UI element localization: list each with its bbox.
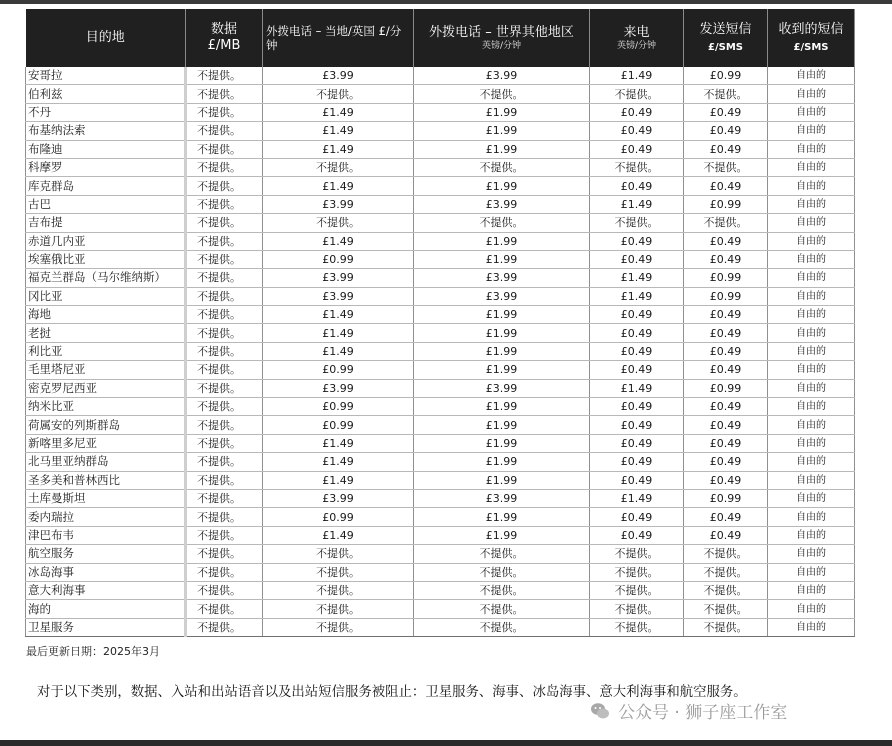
cell-world-call: £1.99 bbox=[414, 122, 590, 140]
cell-sms-in: 自由的 bbox=[768, 508, 855, 526]
cell-sms-in: 自由的 bbox=[768, 581, 855, 599]
wechat-icon bbox=[590, 701, 610, 721]
cell-local-call: £1.49 bbox=[263, 140, 414, 158]
table-row bbox=[26, 545, 855, 563]
table-row bbox=[26, 177, 855, 195]
cell-sms-out: 不提供。 bbox=[684, 545, 768, 563]
cell-data: 不提供。 bbox=[186, 398, 263, 416]
cell-data: 不提供。 bbox=[186, 526, 263, 544]
cell-sms-out: 不提供。 bbox=[684, 618, 768, 636]
cell-sms-out: £0.49 bbox=[684, 416, 768, 434]
cell-local-call: £3.99 bbox=[263, 287, 414, 305]
cell-sms-out: 不提供。 bbox=[684, 158, 768, 176]
cell-data: 不提供。 bbox=[186, 158, 263, 176]
cell-sms-out: £0.49 bbox=[684, 306, 768, 324]
cell-local-call: £1.49 bbox=[263, 453, 414, 471]
table-row bbox=[26, 361, 855, 379]
cell-sms-in: 自由的 bbox=[768, 67, 855, 85]
cell-world-call: £1.99 bbox=[414, 434, 590, 452]
cell-sms-in: 自由的 bbox=[768, 250, 855, 268]
cell-world-call: £3.99 bbox=[414, 195, 590, 213]
cell-sms-out: 不提供。 bbox=[684, 600, 768, 618]
cell-world-call: 不提供。 bbox=[414, 563, 590, 581]
cell-sms-in: 自由的 bbox=[768, 526, 855, 544]
table-row bbox=[26, 85, 855, 103]
cell-sms-in: 自由的 bbox=[768, 471, 855, 489]
cell-local-call: £0.99 bbox=[263, 250, 414, 268]
cell-world-call: £1.99 bbox=[414, 342, 590, 360]
cell-destination: 卫星服务 bbox=[26, 618, 186, 636]
cell-destination: 埃塞俄比亚 bbox=[26, 250, 186, 268]
cell-data: 不提供。 bbox=[186, 416, 263, 434]
cell-incoming: 不提供。 bbox=[590, 618, 684, 636]
cell-sms-in: 自由的 bbox=[768, 287, 855, 305]
cell-sms-in: 自由的 bbox=[768, 342, 855, 360]
header-data: 数据 £/MB bbox=[186, 9, 263, 67]
table-row bbox=[26, 158, 855, 176]
cell-data: 不提供。 bbox=[186, 287, 263, 305]
cell-incoming: £0.49 bbox=[590, 177, 684, 195]
table-header-row bbox=[26, 9, 855, 67]
cell-destination: 库克群岛 bbox=[26, 177, 186, 195]
cell-sms-out: £0.99 bbox=[684, 269, 768, 287]
cell-local-call: £1.49 bbox=[263, 306, 414, 324]
cell-destination: 冰岛海事 bbox=[26, 563, 186, 581]
cell-local-call: £1.49 bbox=[263, 103, 414, 121]
cell-data: 不提供。 bbox=[186, 434, 263, 452]
cell-sms-in: 自由的 bbox=[768, 379, 855, 397]
cell-data: 不提供。 bbox=[186, 269, 263, 287]
cell-data: 不提供。 bbox=[186, 195, 263, 213]
last-updated-text: 最后更新日期：2025年3月 bbox=[26, 645, 160, 658]
cell-destination: 意大利海事 bbox=[26, 581, 186, 599]
table-row bbox=[26, 398, 855, 416]
cell-world-call: 不提供。 bbox=[414, 545, 590, 563]
table-row bbox=[26, 453, 855, 471]
cell-data: 不提供。 bbox=[186, 508, 263, 526]
cell-data: 不提供。 bbox=[186, 453, 263, 471]
cell-local-call: 不提供。 bbox=[263, 600, 414, 618]
cell-sms-in: 自由的 bbox=[768, 232, 855, 250]
cell-local-call: £0.99 bbox=[263, 361, 414, 379]
cell-incoming: £1.49 bbox=[590, 287, 684, 305]
cell-world-call: 不提供。 bbox=[414, 158, 590, 176]
cell-sms-in: 自由的 bbox=[768, 600, 855, 618]
cell-local-call: 不提供。 bbox=[263, 545, 414, 563]
cell-data: 不提供。 bbox=[186, 361, 263, 379]
cell-data: 不提供。 bbox=[186, 471, 263, 489]
cell-sms-out: £0.49 bbox=[684, 471, 768, 489]
cell-world-call: £1.99 bbox=[414, 103, 590, 121]
blocked-services-note: 对于以下类别，数据、入站和出站语音以及出站短信服务被阻止：卫星服务、海事、冰岛海事、意大利海事和航空服务。 bbox=[37, 685, 747, 700]
cell-destination: 海地 bbox=[26, 306, 186, 324]
table-row bbox=[26, 600, 855, 618]
cell-local-call: 不提供。 bbox=[263, 581, 414, 599]
header-incoming: 来电 英镑/分钟 bbox=[590, 9, 684, 67]
cell-incoming: £0.49 bbox=[590, 122, 684, 140]
cell-local-call: £0.99 bbox=[263, 416, 414, 434]
table-row bbox=[26, 306, 855, 324]
cell-destination: 布基纳法索 bbox=[26, 122, 186, 140]
cell-incoming: 不提供。 bbox=[590, 545, 684, 563]
cell-sms-out: £0.49 bbox=[684, 342, 768, 360]
header-local-call: 外拨电话 – 当地/英国 £/分钟 bbox=[263, 9, 414, 67]
table-row bbox=[26, 508, 855, 526]
cell-world-call: £1.99 bbox=[414, 508, 590, 526]
cell-data: 不提供。 bbox=[186, 85, 263, 103]
cell-sms-out: 不提供。 bbox=[684, 563, 768, 581]
cell-sms-out: £0.49 bbox=[684, 361, 768, 379]
cell-local-call: £0.99 bbox=[263, 508, 414, 526]
cell-sms-out: 不提供。 bbox=[684, 85, 768, 103]
table-row bbox=[26, 471, 855, 489]
cell-local-call: £3.99 bbox=[263, 195, 414, 213]
cell-destination: 古巴 bbox=[26, 195, 186, 213]
cell-sms-out: £0.49 bbox=[684, 508, 768, 526]
cell-data: 不提供。 bbox=[186, 214, 263, 232]
table-row bbox=[26, 379, 855, 397]
cell-world-call: 不提供。 bbox=[414, 581, 590, 599]
table-row bbox=[26, 287, 855, 305]
table-row bbox=[26, 140, 855, 158]
cell-destination: 航空服务 bbox=[26, 545, 186, 563]
cell-sms-out: £0.99 bbox=[684, 195, 768, 213]
cell-incoming: £0.49 bbox=[590, 453, 684, 471]
table-row bbox=[26, 250, 855, 268]
cell-data: 不提供。 bbox=[186, 618, 263, 636]
table-row bbox=[26, 342, 855, 360]
cell-destination: 北马里亚纳群岛 bbox=[26, 453, 186, 471]
cell-local-call: £0.99 bbox=[263, 398, 414, 416]
cell-incoming: £0.49 bbox=[590, 342, 684, 360]
cell-world-call: £1.99 bbox=[414, 177, 590, 195]
cell-sms-out: £0.49 bbox=[684, 140, 768, 158]
cell-sms-out: 不提供。 bbox=[684, 581, 768, 599]
cell-local-call: £1.49 bbox=[263, 434, 414, 452]
roaming-rates-table bbox=[25, 9, 855, 637]
cell-world-call: £3.99 bbox=[414, 269, 590, 287]
cell-data: 不提供。 bbox=[186, 489, 263, 507]
cell-sms-in: 自由的 bbox=[768, 214, 855, 232]
cell-local-call: £1.49 bbox=[263, 122, 414, 140]
cell-local-call: 不提供。 bbox=[263, 214, 414, 232]
cell-incoming: £0.49 bbox=[590, 250, 684, 268]
cell-sms-in: 自由的 bbox=[768, 140, 855, 158]
cell-destination: 津巴布韦 bbox=[26, 526, 186, 544]
cell-local-call: £1.49 bbox=[263, 342, 414, 360]
table-row bbox=[26, 324, 855, 342]
cell-destination: 毛里塔尼亚 bbox=[26, 361, 186, 379]
cell-sms-in: 自由的 bbox=[768, 158, 855, 176]
table-row bbox=[26, 581, 855, 599]
cell-world-call: £1.99 bbox=[414, 398, 590, 416]
cell-sms-out: £0.49 bbox=[684, 177, 768, 195]
cell-incoming: £1.49 bbox=[590, 195, 684, 213]
header-sms-out: 发送短信 £/SMS bbox=[684, 9, 768, 67]
header-destination: 目的地 bbox=[26, 9, 186, 67]
cell-incoming: 不提供。 bbox=[590, 158, 684, 176]
table-row bbox=[26, 489, 855, 507]
cell-data: 不提供。 bbox=[186, 250, 263, 268]
cell-world-call: £1.99 bbox=[414, 232, 590, 250]
cell-world-call: £1.99 bbox=[414, 361, 590, 379]
cell-sms-out: £0.49 bbox=[684, 398, 768, 416]
cell-sms-out: £0.49 bbox=[684, 232, 768, 250]
cell-local-call: £1.49 bbox=[263, 471, 414, 489]
cell-destination: 利比亚 bbox=[26, 342, 186, 360]
cell-sms-in: 自由的 bbox=[768, 269, 855, 287]
header-sms-in: 收到的短信 £/SMS bbox=[768, 9, 855, 67]
cell-world-call: £1.99 bbox=[414, 453, 590, 471]
cell-sms-out: £0.49 bbox=[684, 103, 768, 121]
cell-incoming: 不提供。 bbox=[590, 85, 684, 103]
cell-sms-in: 自由的 bbox=[768, 545, 855, 563]
watermark bbox=[590, 698, 787, 723]
cell-destination: 吉布提 bbox=[26, 214, 186, 232]
table-row bbox=[26, 232, 855, 250]
cell-local-call: 不提供。 bbox=[263, 563, 414, 581]
cell-local-call: 不提供。 bbox=[263, 85, 414, 103]
cell-local-call: £3.99 bbox=[263, 489, 414, 507]
table-row bbox=[26, 526, 855, 544]
cell-data: 不提供。 bbox=[186, 306, 263, 324]
table-row bbox=[26, 563, 855, 581]
cell-sms-out: £0.99 bbox=[684, 489, 768, 507]
cell-data: 不提供。 bbox=[186, 581, 263, 599]
cell-world-call: £1.99 bbox=[414, 471, 590, 489]
cell-world-call: 不提供。 bbox=[414, 214, 590, 232]
cell-sms-out: £0.49 bbox=[684, 434, 768, 452]
table-row bbox=[26, 434, 855, 452]
cell-incoming: £0.49 bbox=[590, 361, 684, 379]
cell-local-call: £3.99 bbox=[263, 269, 414, 287]
cell-sms-out: £0.49 bbox=[684, 324, 768, 342]
cell-local-call: 不提供。 bbox=[263, 158, 414, 176]
cell-sms-in: 自由的 bbox=[768, 416, 855, 434]
cell-destination: 老挝 bbox=[26, 324, 186, 342]
cell-sms-in: 自由的 bbox=[768, 306, 855, 324]
cell-destination: 纳米比亚 bbox=[26, 398, 186, 416]
table-row bbox=[26, 269, 855, 287]
cell-sms-in: 自由的 bbox=[768, 85, 855, 103]
cell-sms-out: £0.49 bbox=[684, 122, 768, 140]
cell-local-call: £1.49 bbox=[263, 177, 414, 195]
cell-sms-in: 自由的 bbox=[768, 177, 855, 195]
bottom-edge-strip bbox=[0, 740, 892, 746]
cell-local-call: £1.49 bbox=[263, 324, 414, 342]
cell-local-call: £1.49 bbox=[263, 526, 414, 544]
cell-destination: 安哥拉 bbox=[26, 67, 186, 85]
table-body bbox=[26, 67, 855, 637]
cell-data: 不提供。 bbox=[186, 67, 263, 85]
cell-data: 不提供。 bbox=[186, 379, 263, 397]
cell-incoming: £0.49 bbox=[590, 232, 684, 250]
cell-local-call: £3.99 bbox=[263, 379, 414, 397]
header-world-call: 外拨电话 – 世界其他地区 英镑/分钟 bbox=[414, 9, 590, 67]
cell-sms-in: 自由的 bbox=[768, 361, 855, 379]
cell-world-call: £1.99 bbox=[414, 526, 590, 544]
cell-incoming: £1.49 bbox=[590, 269, 684, 287]
cell-destination: 圣多美和普林西比 bbox=[26, 471, 186, 489]
cell-world-call: £1.99 bbox=[414, 140, 590, 158]
cell-world-call: 不提供。 bbox=[414, 618, 590, 636]
cell-world-call: £3.99 bbox=[414, 287, 590, 305]
watermark-text: 公众号 · 狮子座工作室 bbox=[618, 703, 788, 723]
cell-data: 不提供。 bbox=[186, 342, 263, 360]
cell-data: 不提供。 bbox=[186, 600, 263, 618]
table-row bbox=[26, 195, 855, 213]
cell-incoming: £1.49 bbox=[590, 67, 684, 85]
cell-destination: 委内瑞拉 bbox=[26, 508, 186, 526]
cell-data: 不提供。 bbox=[186, 103, 263, 121]
cell-incoming: £0.49 bbox=[590, 508, 684, 526]
cell-world-call: £1.99 bbox=[414, 250, 590, 268]
cell-sms-out: £0.99 bbox=[684, 287, 768, 305]
cell-world-call: £1.99 bbox=[414, 324, 590, 342]
cell-world-call: £3.99 bbox=[414, 489, 590, 507]
cell-destination: 福克兰群岛（马尔维纳斯） bbox=[26, 269, 186, 287]
table-row bbox=[26, 618, 855, 636]
cell-sms-out: 不提供。 bbox=[684, 214, 768, 232]
cell-sms-in: 自由的 bbox=[768, 103, 855, 121]
cell-destination: 密克罗尼西亚 bbox=[26, 379, 186, 397]
cell-sms-in: 自由的 bbox=[768, 618, 855, 636]
table-row bbox=[26, 122, 855, 140]
cell-incoming: £0.49 bbox=[590, 103, 684, 121]
cell-destination: 赤道几内亚 bbox=[26, 232, 186, 250]
cell-data: 不提供。 bbox=[186, 140, 263, 158]
cell-sms-in: 自由的 bbox=[768, 195, 855, 213]
table-row bbox=[26, 214, 855, 232]
cell-data: 不提供。 bbox=[186, 324, 263, 342]
cell-sms-in: 自由的 bbox=[768, 563, 855, 581]
top-edge-strip bbox=[0, 0, 892, 4]
cell-incoming: £0.49 bbox=[590, 398, 684, 416]
cell-destination: 新喀里多尼亚 bbox=[26, 434, 186, 452]
table-row bbox=[26, 67, 855, 85]
cell-sms-out: £0.99 bbox=[684, 67, 768, 85]
cell-data: 不提供。 bbox=[186, 563, 263, 581]
cell-sms-out: £0.99 bbox=[684, 379, 768, 397]
cell-incoming: £1.49 bbox=[590, 489, 684, 507]
cell-world-call: £1.99 bbox=[414, 306, 590, 324]
table-row bbox=[26, 416, 855, 434]
cell-destination: 科摩罗 bbox=[26, 158, 186, 176]
cell-data: 不提供。 bbox=[186, 122, 263, 140]
cell-sms-in: 自由的 bbox=[768, 324, 855, 342]
cell-incoming: £0.49 bbox=[590, 306, 684, 324]
cell-incoming: 不提供。 bbox=[590, 581, 684, 599]
cell-world-call: 不提供。 bbox=[414, 600, 590, 618]
cell-local-call: £3.99 bbox=[263, 67, 414, 85]
cell-sms-in: 自由的 bbox=[768, 489, 855, 507]
cell-local-call: £1.49 bbox=[263, 232, 414, 250]
cell-world-call: £1.99 bbox=[414, 416, 590, 434]
cell-destination: 不丹 bbox=[26, 103, 186, 121]
cell-data: 不提供。 bbox=[186, 177, 263, 195]
cell-incoming: £0.49 bbox=[590, 526, 684, 544]
cell-incoming: £0.49 bbox=[590, 416, 684, 434]
cell-world-call: £3.99 bbox=[414, 67, 590, 85]
cell-incoming: 不提供。 bbox=[590, 214, 684, 232]
cell-sms-in: 自由的 bbox=[768, 398, 855, 416]
cell-incoming: 不提供。 bbox=[590, 600, 684, 618]
cell-world-call: £3.99 bbox=[414, 379, 590, 397]
table-row bbox=[26, 103, 855, 121]
cell-incoming: £0.49 bbox=[590, 471, 684, 489]
cell-destination: 土库曼斯坦 bbox=[26, 489, 186, 507]
cell-sms-out: £0.49 bbox=[684, 250, 768, 268]
cell-destination: 布隆迪 bbox=[26, 140, 186, 158]
cell-data: 不提供。 bbox=[186, 232, 263, 250]
cell-sms-in: 自由的 bbox=[768, 122, 855, 140]
cell-sms-out: £0.49 bbox=[684, 453, 768, 471]
cell-incoming: £1.49 bbox=[590, 379, 684, 397]
cell-sms-in: 自由的 bbox=[768, 453, 855, 471]
cell-destination: 荷属安的列斯群岛 bbox=[26, 416, 186, 434]
cell-incoming: £0.49 bbox=[590, 324, 684, 342]
cell-incoming: £0.49 bbox=[590, 140, 684, 158]
cell-incoming: 不提供。 bbox=[590, 563, 684, 581]
cell-sms-out: £0.49 bbox=[684, 526, 768, 544]
cell-destination: 伯利兹 bbox=[26, 85, 186, 103]
cell-local-call: 不提供。 bbox=[263, 618, 414, 636]
cell-sms-in: 自由的 bbox=[768, 434, 855, 452]
cell-incoming: £0.49 bbox=[590, 434, 684, 452]
cell-data: 不提供。 bbox=[186, 545, 263, 563]
cell-destination: 海的 bbox=[26, 600, 186, 618]
cell-destination: 冈比亚 bbox=[26, 287, 186, 305]
cell-world-call: 不提供。 bbox=[414, 85, 590, 103]
